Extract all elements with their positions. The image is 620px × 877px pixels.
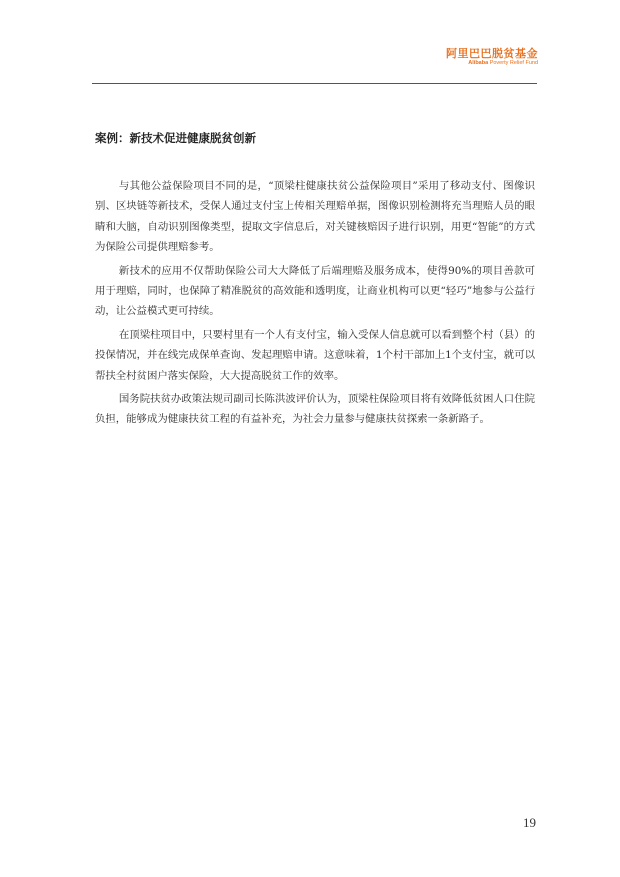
paragraph-3: 在顶梁柱项目中，只要村里有一个人有支付宝，输入受保人信息就可以看到整个村（县）的投保情况，并在线完成保单查询、发起理赔申请。这意味着，1个村干部加上1个支付宝，就可以帮扶全村贫困户落实保险，大大提高脱贫工作的效率。 xyxy=(95,328,535,382)
paragraph-1: 与其他公益保险项目不同的是，“顶梁柱健康扶贫公益保险项目”采用了移动支付、图像识别、区块链等新技术，受保人通过支付宝上传相关理赔单据，图像识别检测将充当理赔人员的眼睛和大脑，自动识别图像类型，提取文字信息后，对关键核赔因子进行识别，用更“智能”的方式为保险公司提供理赔参考。 xyxy=(95,180,535,254)
logo-english-name xyxy=(446,60,538,67)
body-text xyxy=(95,176,535,433)
header-divider xyxy=(92,83,537,84)
logo-tagline: Poverty Relief Fund xyxy=(488,60,538,66)
header-logo xyxy=(446,47,538,67)
paragraph-4: 国务院扶贫办政策法规司副司长陈洪波评价认为，顶梁柱保险项目将有效降低贫困人口住院负担，能够成为健康扶贫工程的有益补充，为社会力量参与健康扶贫探索一条新路子。 xyxy=(95,393,535,426)
case-title: 案例：新技术促进健康脱贫创新 xyxy=(95,131,256,145)
logo-brand: Alibaba xyxy=(468,60,489,66)
page-number: 19 xyxy=(523,815,536,830)
paragraph-2: 新技术的应用不仅帮助保险公司大大降低了后端理赔及服务成本，使得90%的项目善款可用于理赔，同时，也保障了精准脱贫的高效能和透明度，让商业机构可以更“轻巧”地参与公益行动，让公益模式更可持续。 xyxy=(95,264,535,318)
logo-chinese-name: 阿里巴巴脱贫基金 xyxy=(446,47,538,60)
